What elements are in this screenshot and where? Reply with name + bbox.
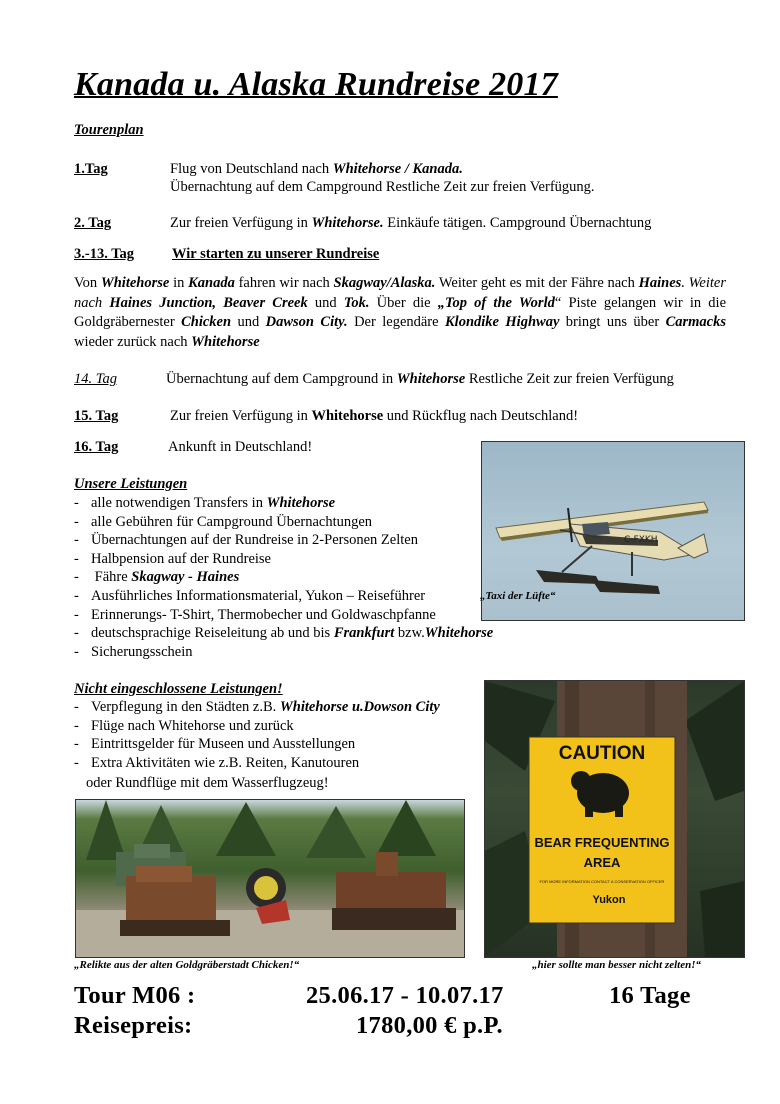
- relics-illustration: [76, 800, 464, 957]
- plane-registration: C-FXKH: [624, 535, 658, 545]
- relics-photo: [75, 799, 465, 958]
- tour-days: 16 Tage: [609, 982, 691, 1009]
- day1-destination: Whitehorse / Kanada.: [332, 161, 463, 177]
- plane-caption: „Taxi der Lüfte“: [480, 590, 556, 602]
- leistungen-heading: Unsere Leistungen: [74, 476, 188, 492]
- day2-line: [170, 214, 651, 232]
- day2-label: 2. Tag: [74, 215, 112, 231]
- day3-13-label: 3.-13. Tag: [74, 246, 135, 262]
- price-label: Reisepreis:: [74, 1012, 193, 1039]
- nicht-heading: Nicht eingeschlossene Leistungen!: [74, 681, 283, 697]
- day1-label: 1.Tag: [74, 161, 108, 177]
- tourenplan-heading: Tourenplan: [74, 122, 144, 138]
- nicht-item: - Flüge nach Whitehorse und zurück: [74, 717, 294, 734]
- leistungen-item: - alle Gebühren für Campground Übernachtungen: [74, 513, 373, 530]
- day1-line2: Übernachtung auf dem Campground Restliche Zeit zur freien Verfügung.: [170, 179, 595, 195]
- bear-sign-illustration: [485, 681, 744, 957]
- leistungen-item: - deutschsprachige Reiseleitung ab und bis Frankfurt bzw.Whitehorse: [74, 625, 494, 642]
- tour-label: Tour M06 :: [74, 982, 196, 1009]
- bear-sign-photo: [484, 680, 745, 958]
- route-paragraph: Von Whitehorse in Kanada fahren wir nach Skagway/Alaska. Weiter geht es mit der Fähre nach Haines. Weiter nach Haines Junction, Beaver Creek und Tok. Über die „Top of the World“ Piste gelangen wir in die Goldgräbernester Chicken und Dawson City. Der legendäre Klondike Highway bringt uns über Carmacks wieder zurück nach Whitehorse: [74, 275, 727, 350]
- nicht-item: - Eintrittsgelder für Museen und Ausstellungen: [74, 736, 356, 753]
- day2-place: Whitehorse.: [311, 215, 384, 231]
- sign-small-text: FOR MORE INFORMATION CONTACT A CONSERVATION OFFICER: [539, 879, 665, 884]
- day1-line1: [170, 160, 463, 178]
- page-title: Kanada u. Alaska Rundreise 2017: [74, 66, 558, 103]
- sign-line2: AREA: [583, 855, 621, 870]
- leistungen-list: [74, 494, 493, 661]
- leistungen-item: - Halbpension auf der Rundreise: [74, 550, 271, 567]
- relics-caption: „Relikte aus der alten Goldgräberstadt Chicken!“: [74, 959, 300, 971]
- tour-dates: 25.06.17 - 10.07.17: [306, 982, 504, 1009]
- day1-text: Flug von Deutschland nach: [170, 161, 333, 177]
- leistungen-item: - Sicherungsschein: [74, 643, 193, 660]
- nicht-continuation: oder Rundflüge mit dem Wasserflugzeug!: [86, 775, 329, 791]
- leistungen-item: - Ausführliches Informationsmaterial, Yukon – Reiseführer: [74, 587, 426, 604]
- leistungen-item: - Fähre Skagway - Haines: [74, 569, 240, 586]
- day2-text: Zur freien Verfügung in: [170, 215, 312, 231]
- nicht-item: - Verpflegung in den Städten z.B. Whitehorse u.Dowson City: [74, 699, 440, 715]
- nicht-item: - Extra Aktivitäten wie z.B. Reiten, Kanutouren: [74, 754, 360, 771]
- sign-caution: CAUTION: [558, 743, 646, 764]
- day14-label: 14. Tag: [74, 371, 117, 387]
- day15-label: 15. Tag: [74, 408, 119, 424]
- leistungen-item: - alle notwendigen Transfers in Whitehorse: [74, 495, 336, 511]
- price-value: 1780,00 € p.P.: [356, 1012, 503, 1039]
- day16-line: Ankunft in Deutschland!: [168, 439, 313, 455]
- leistungen-item: - Erinnerungs- T-Shirt, Thermobecher und Goldwaschpfanne: [74, 606, 436, 623]
- day14-line: Übernachtung auf dem Campground in Whitehorse Restliche Zeit zur freien Verfügung: [166, 371, 674, 387]
- day15-line: Zur freien Verfügung in Whitehorse und Rückflug nach Deutschland!: [170, 408, 579, 424]
- day3-13-text: Wir starten zu unserer Rundreise: [172, 246, 380, 262]
- sign-line1: BEAR FREQUENTING: [534, 835, 670, 850]
- bear-caption: „hier sollte man besser nicht zelten!“: [532, 959, 701, 971]
- day16-label: 16. Tag: [74, 439, 119, 455]
- leistungen-item: - Übernachtungen auf der Rundreise in 2-Personen Zelten: [74, 532, 418, 549]
- sign-brand: Yukon: [592, 894, 626, 906]
- nicht-list: [74, 698, 440, 772]
- day2-text-after: Einkäufe tätigen. Campground Übernachtung: [383, 215, 652, 231]
